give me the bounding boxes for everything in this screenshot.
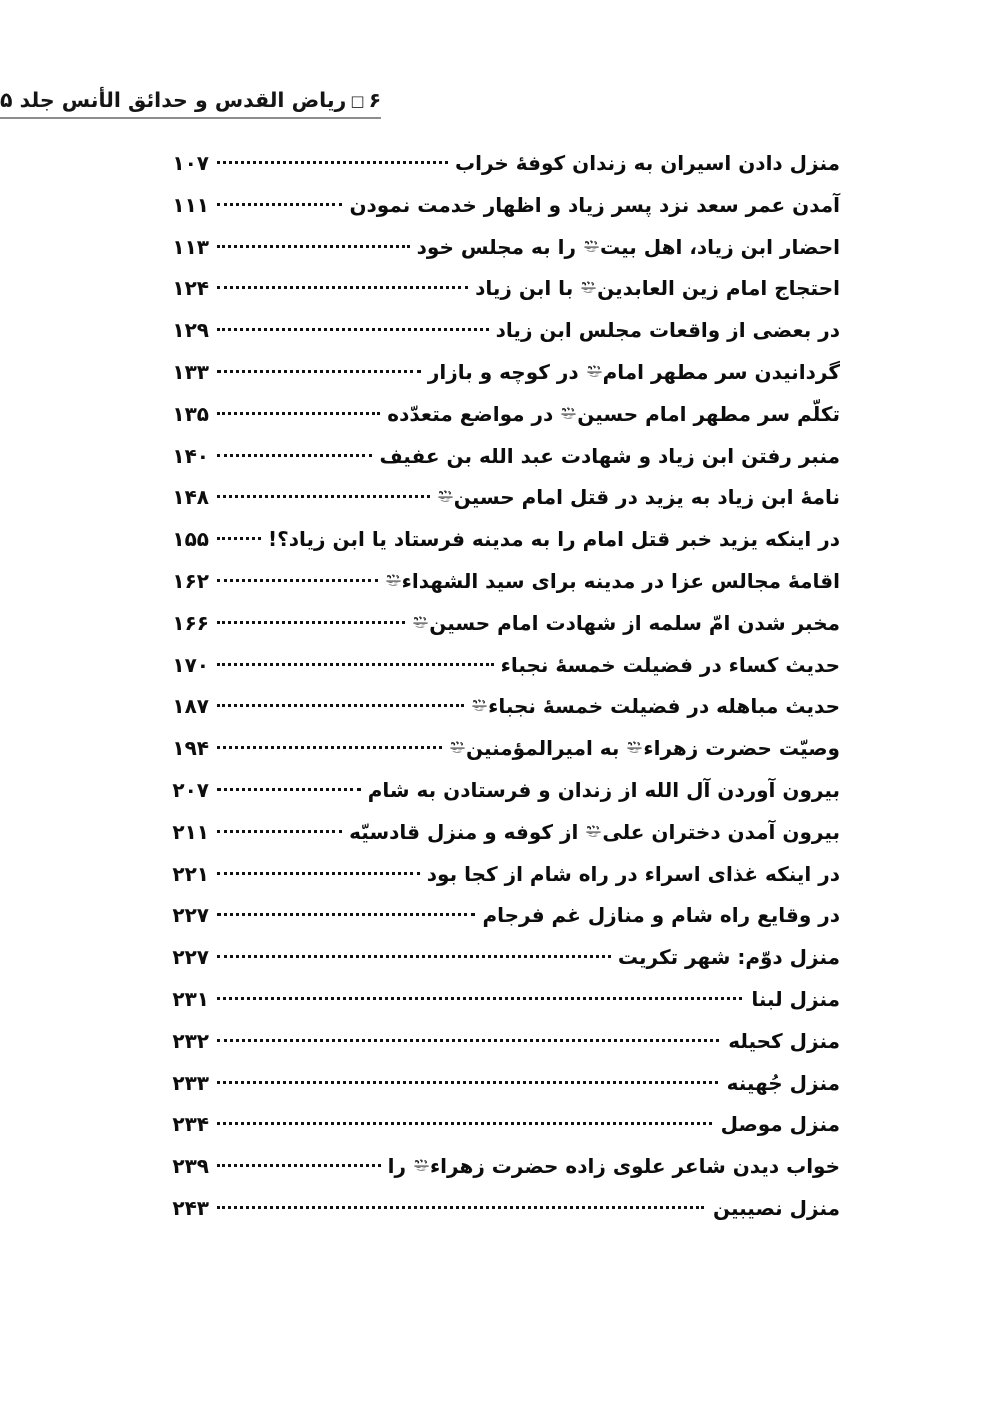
- toc-title-text: احضار ابن زیاد، اهل بیت: [599, 234, 840, 259]
- toc-entry-title: در وقایع راه شام و منازل غم فرجام: [482, 903, 840, 928]
- toc-entry[interactable]: [155, 610, 840, 652]
- toc-entry-title: [405, 612, 840, 635]
- toc-entry-page-number: ۲۳۲: [172, 1028, 209, 1053]
- toc-title-text: خواب دیدن شاعر علوی زاده حضرت زهراء: [429, 1154, 840, 1179]
- toc-entry-page-number: ۲۱۱: [172, 819, 209, 844]
- toc-title-text: نامهٔ ابن زیاد به یزید در قتل امام حسین: [453, 485, 840, 510]
- toc-entry-page-number: ۲۲۱: [172, 861, 209, 886]
- honorific-seal-icon: [585, 823, 602, 840]
- header-text-line: [0, 88, 381, 119]
- toc-entry-page-number: ۲۲۷: [172, 903, 209, 928]
- toc-entry-page-number: ۱۸۷: [172, 694, 209, 719]
- toc-entry-page-number: ۲۴۳: [172, 1195, 209, 1220]
- header-separator-box: □: [350, 92, 365, 110]
- toc-entry-title: در اینکه یزید خبر قتل امام را به مدینه فرستاد یا ابن زیاد؟!: [268, 527, 840, 552]
- toc-entry-page-number: ۱۶۶: [172, 610, 209, 635]
- toc-leader-dots: [217, 610, 405, 630]
- toc-leader-dots: [217, 443, 372, 463]
- toc-entry-title: منزل جُهینه: [726, 1070, 840, 1095]
- toc-leader-dots: [217, 484, 430, 504]
- toc-entry-title: [421, 361, 840, 384]
- toc-title-text: بیرون آمدن دختران علی: [602, 819, 840, 844]
- toc-entry-page-number: ۱۴۰: [172, 443, 209, 468]
- toc-leader-dots: [217, 944, 611, 964]
- toc-leader-dots: [217, 652, 494, 672]
- honorific-seal-icon: [580, 279, 597, 296]
- toc-leader-dots: [217, 359, 421, 379]
- toc-entry-title: [410, 236, 840, 259]
- toc-leader-dots: [217, 275, 468, 295]
- toc-entry-title: [430, 486, 840, 509]
- toc-entry[interactable]: [155, 819, 840, 861]
- honorific-seal-icon: [437, 488, 454, 505]
- toc-entry-title: در بعضی از واقعات مجلس ابن زیاد: [495, 318, 840, 343]
- toc-entry-title: بیرون آوردن آل الله از زندان و فرستادن به شام: [367, 777, 840, 802]
- toc-entry-title: منزل موصل: [720, 1112, 840, 1137]
- toc-leader-dots: [217, 234, 410, 254]
- toc-title-text: اقامهٔ مجالس عزا در مدینه برای سید الشهداء: [401, 568, 840, 593]
- honorific-seal-icon: [385, 572, 402, 589]
- toc-entry[interactable]: [155, 317, 840, 359]
- toc-entry-title: حدیث کساء در فضیلت خمسهٔ نجباء: [500, 652, 840, 677]
- toc-title-text: احتجاج امام زین العابدین: [597, 276, 840, 301]
- honorific-seal-icon: [471, 697, 488, 714]
- toc-entry[interactable]: [155, 484, 840, 526]
- toc-title-text: مخبر شدن امّ سلمه از شهادت امام حسین: [429, 610, 840, 635]
- toc-entry[interactable]: [155, 275, 840, 317]
- toc-entry-page-number: ۱۷۰: [172, 652, 209, 677]
- toc-entry-page-number: ۱۵۵: [172, 527, 209, 552]
- toc-entry[interactable]: [155, 652, 840, 694]
- toc-title-text: تکلّم سر مطهر امام حسین: [577, 401, 840, 426]
- toc-entry-page-number: ۲۲۷: [172, 945, 209, 970]
- toc-leader-dots: [217, 1070, 718, 1090]
- toc-leader-dots: [217, 693, 464, 713]
- honorific-seal-icon: [412, 614, 429, 631]
- toc-entry-title: [442, 737, 840, 760]
- toc-entry[interactable]: [155, 192, 840, 234]
- toc-title-text-tail: در مواضع متعدّده: [387, 401, 554, 426]
- toc-entry-title: در اینکه غذای اسراء در راه شام از کجا بود: [426, 861, 840, 886]
- page-header: [0, 88, 840, 119]
- toc-leader-dots: [217, 777, 361, 797]
- toc-entry-title: [380, 403, 840, 426]
- toc-entry[interactable]: [155, 944, 840, 986]
- honorific-seal-icon: [586, 363, 603, 380]
- toc-leader-dots: [217, 861, 420, 881]
- toc-entry[interactable]: [155, 568, 840, 610]
- toc-title-text-tail: را: [387, 1154, 406, 1179]
- toc-leader-dots: [217, 735, 442, 755]
- toc-entry[interactable]: [155, 777, 840, 819]
- toc-entry-page-number: ۲۰۷: [172, 777, 209, 802]
- toc-leader-dots: [217, 192, 342, 212]
- toc-entry[interactable]: [155, 359, 840, 401]
- toc-leader-dots: [217, 317, 489, 337]
- toc-leader-dots: [217, 1028, 719, 1048]
- toc-title-text: حدیث مباهله در فضیلت خمسهٔ نجباء: [488, 694, 840, 719]
- toc-entry-page-number: ۲۳۴: [172, 1112, 209, 1137]
- toc-leader-dots: [217, 1153, 381, 1173]
- toc-entry-page-number: ۱۴۸: [172, 485, 209, 510]
- toc-entry[interactable]: [155, 902, 840, 944]
- toc-entry-page-number: ۱۳۵: [172, 401, 209, 426]
- toc-entry[interactable]: [155, 1153, 840, 1195]
- toc-entry[interactable]: [155, 234, 840, 276]
- toc-leader-dots: [217, 1111, 712, 1131]
- toc-title-text-tail: از کوفه و منزل قادسیّه: [349, 819, 579, 844]
- toc-entry[interactable]: [155, 443, 840, 485]
- toc-leader-dots: [217, 819, 342, 839]
- toc-title-text-tail: را به مجلس خود: [416, 234, 576, 259]
- toc-entry-page-number: ۱۳۳: [172, 359, 209, 384]
- toc-entry-title: [342, 821, 840, 844]
- toc-title-text: گردانیدن سر مطهر امام: [602, 359, 840, 384]
- toc-entry-title: آمدن عمر سعد نزد پسر زیاد و اظهار خدمت نمودن: [349, 192, 840, 217]
- toc-entry-title: منزل نصیبین: [712, 1195, 840, 1220]
- toc-entry-title: منزل دادن اسیران به زندان کوفهٔ خراب: [455, 151, 840, 175]
- toc-entry[interactable]: [155, 526, 840, 568]
- toc-entry-page-number: ۲۳۳: [172, 1070, 209, 1095]
- toc-leader-dots: [217, 986, 742, 1006]
- toc-entry-title: منبر رفتن ابن زیاد و شهادت عبد الله بن عفیف: [379, 443, 840, 468]
- toc-entry[interactable]: [155, 861, 840, 903]
- toc-entry-page-number: ۱۲۴: [172, 276, 209, 301]
- toc-leader-dots: [217, 150, 448, 170]
- toc-entry[interactable]: [155, 150, 840, 192]
- toc-entry-title: [464, 695, 840, 718]
- toc-leader-dots: [217, 1195, 704, 1215]
- toc-title-text-tail: با ابن زیاد: [475, 276, 574, 301]
- toc-entry-page-number: ۱۱۳: [172, 234, 209, 259]
- toc-title-text: وصیّت حضرت زهراء: [643, 736, 840, 761]
- toc-entry-page-number: ۱۶۲: [172, 568, 209, 593]
- toc-entry-title: [381, 1155, 840, 1178]
- toc-title-text-mid: به امیرالمؤمنین: [465, 736, 620, 761]
- toc-entry[interactable]: [155, 986, 840, 1028]
- toc-entry-title: منزل لبنا: [751, 986, 840, 1011]
- toc-leader-dots: [217, 568, 378, 588]
- toc-entry-page-number: ۲۳۱: [172, 986, 209, 1011]
- toc-entry[interactable]: [155, 401, 840, 443]
- toc-entry[interactable]: [155, 735, 840, 777]
- toc-entry[interactable]: [155, 1028, 840, 1070]
- toc-entry-page-number: ۱۱۱: [172, 192, 209, 217]
- toc-entry[interactable]: [155, 693, 840, 735]
- page-folio-number: ۶: [368, 88, 382, 112]
- honorific-seal-icon: [626, 739, 643, 756]
- table-of-contents: [155, 150, 840, 1237]
- toc-entry-title: [378, 570, 840, 593]
- toc-entry-page-number: ۲۳۹: [172, 1154, 209, 1179]
- toc-entry-page-number: ۱۹۴: [172, 736, 209, 761]
- toc-leader-dots: [217, 526, 261, 546]
- toc-entry[interactable]: [155, 1111, 840, 1153]
- honorific-seal-icon: [560, 405, 577, 422]
- toc-entry-title: [468, 277, 840, 300]
- honorific-seal-icon: [449, 739, 466, 756]
- toc-title-text-tail: در کوچه و بازار: [427, 359, 579, 384]
- honorific-seal-icon: [583, 238, 600, 255]
- toc-entry[interactable]: [155, 1195, 840, 1237]
- toc-entry-page-number: ۱۲۹: [172, 318, 209, 343]
- toc-entry-title: منزل کحیله: [728, 1028, 840, 1053]
- toc-leader-dots: [217, 401, 380, 421]
- toc-leader-dots: [217, 902, 475, 922]
- toc-entry-page-number: ۱۰۷: [172, 151, 209, 175]
- toc-entry[interactable]: [155, 1070, 840, 1112]
- header-book-title: ریاض القدس و حدائق الأنس جلد ۵: [0, 88, 347, 112]
- honorific-seal-icon: [413, 1157, 430, 1174]
- toc-entry-title: منزل دوّم: شهر تکریت: [617, 945, 840, 970]
